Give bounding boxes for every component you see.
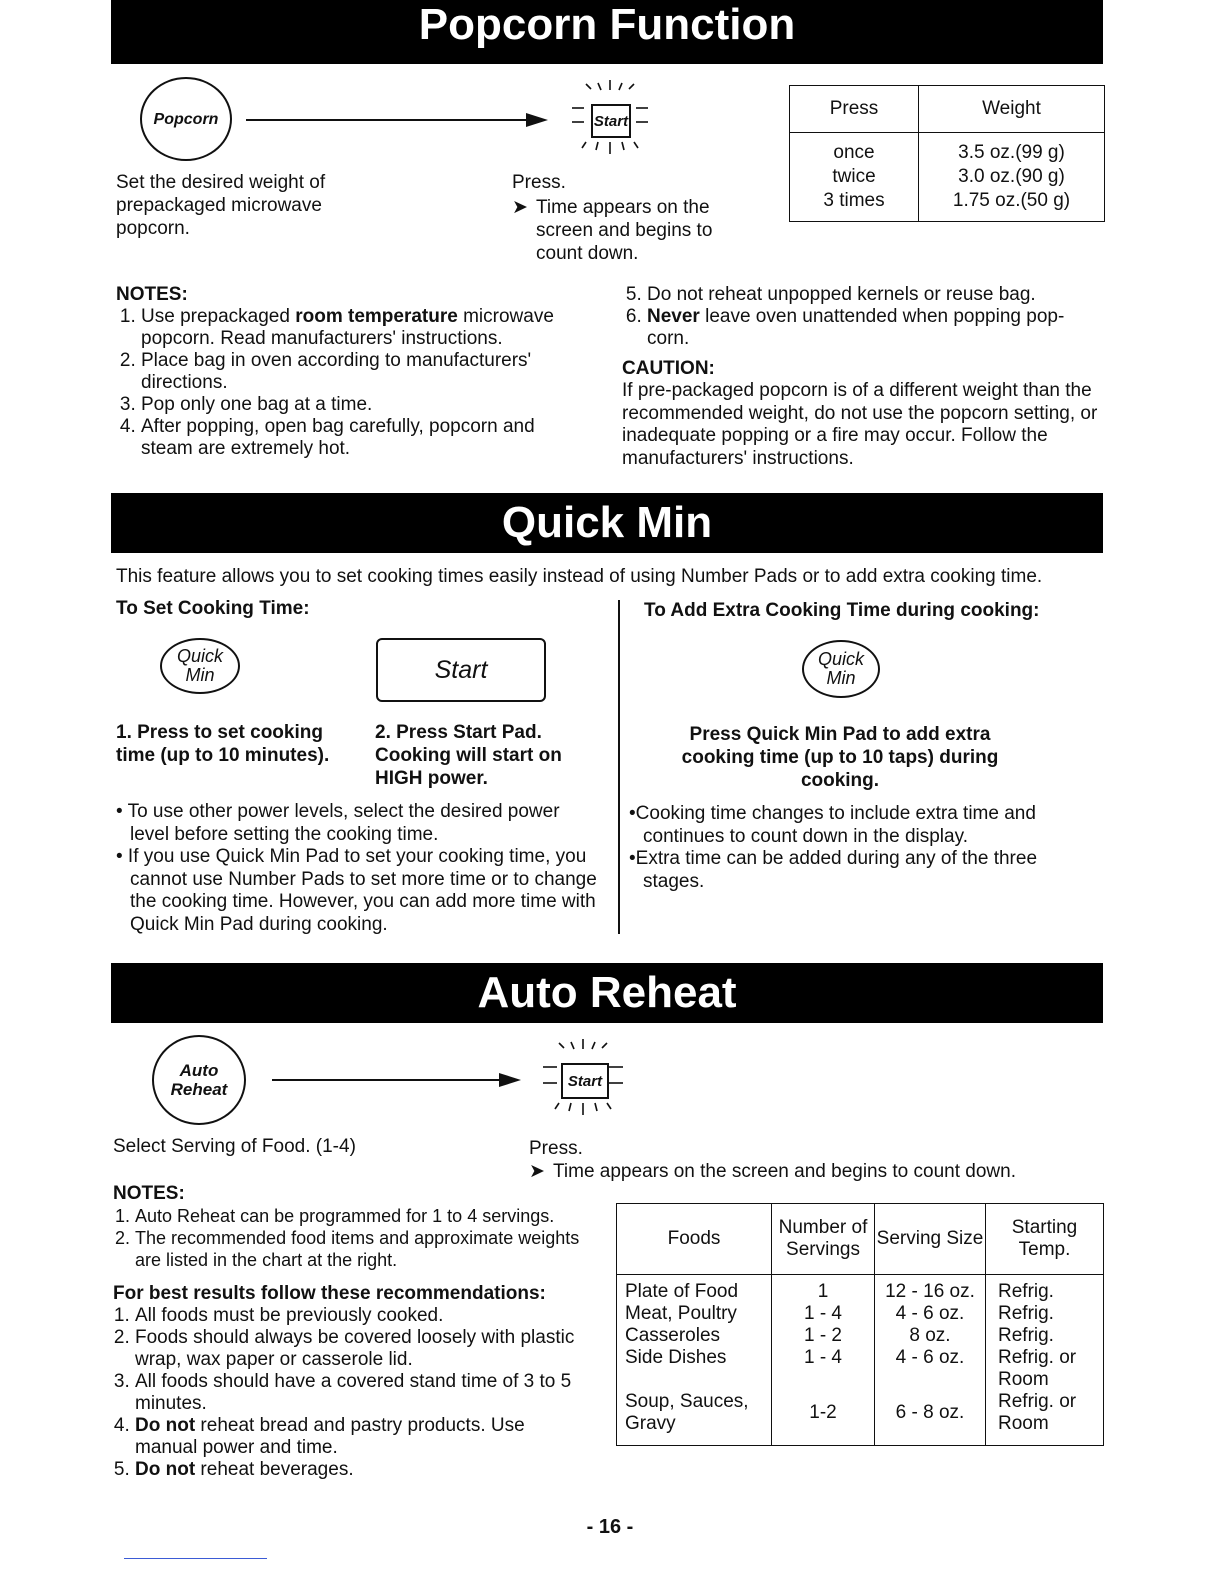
list-item: 1. All foods must be previously cooked. <box>135 1305 583 1327</box>
list-item: 1. Use prepackaged room temperature microwave popcorn. Read manufacturers' instructions. <box>141 306 586 350</box>
quickmin-step1: 1. Press to set cooking time (up to 10 minutes). <box>116 722 330 766</box>
pad-label-line1: Auto <box>179 1061 219 1080</box>
table-cell: Plate of Food <box>625 1281 739 1302</box>
popcorn-section-title: Popcorn Function <box>111 0 1103 64</box>
set-time-heading: To Set Cooking Time: <box>116 598 310 619</box>
quickmin-step2: 2. Press Start Pad. Cooking will start on HIGH power. <box>375 722 562 789</box>
start-pad-label: Start <box>434 655 488 684</box>
list-item: 2. Foods should always be covered loosely with plastic wrap, wax paper or casserole lid. <box>135 1327 583 1371</box>
header-press: Press <box>790 86 919 133</box>
footer-rule <box>124 1558 267 1559</box>
quick-min-pad-icon <box>802 640 880 698</box>
auto-reheat-table <box>616 1203 1104 1446</box>
weight-column <box>919 133 1105 222</box>
table-cell: 1 - 2 <box>803 1325 843 1346</box>
caution-heading: CAUTION: <box>622 358 715 379</box>
size-column <box>875 1275 986 1446</box>
header-temp: Starting Temp. <box>986 1204 1104 1275</box>
autoreheat-notes-heading: NOTES: <box>113 1183 185 1204</box>
table-cell: Side Dishes <box>625 1347 727 1368</box>
table-cell: 4 - 6 oz. <box>895 1347 965 1368</box>
foods-column <box>617 1275 772 1446</box>
table-cell: 3.0 oz.(90 g) <box>958 166 1065 187</box>
auto-reheat-pad-icon <box>152 1035 246 1125</box>
autoreheat-notes <box>113 1205 583 1271</box>
best-results-list <box>113 1305 583 1481</box>
table-cell: 3 times <box>823 190 885 211</box>
table-cell: 8 oz. <box>909 1325 951 1346</box>
start-pad-label: Start <box>567 1072 603 1090</box>
start-pad-icon <box>561 1063 609 1099</box>
start-pad-large-icon <box>376 638 546 702</box>
table-body <box>617 1275 1104 1446</box>
table-cell: 1 <box>817 1281 829 1302</box>
list-item: 6. Never leave oven unattended when popping pop-corn. <box>647 306 1102 350</box>
pointer-icon: ➤ <box>512 197 528 218</box>
add-time-heading: To Add Extra Cooking Time during cooking: <box>644 600 1040 621</box>
table-cell: Casseroles <box>625 1325 721 1346</box>
table-cell: 6 - 8 oz. <box>895 1402 965 1423</box>
quickmin-intro: This feature allows you to set cooking times easily instead of using Number Pads or to add extra cooking time. <box>116 566 1043 587</box>
table-cell: Refrig. or Room <box>998 1391 1077 1434</box>
table-cell: Refrig. <box>998 1325 1054 1346</box>
quick-min-pad-icon <box>160 638 240 694</box>
table-cell: 3.5 oz.(99 g) <box>958 142 1065 163</box>
table-body <box>790 133 1105 222</box>
autoreheat-step1: Select Serving of Food. (1-4) <box>113 1136 356 1157</box>
quickmin-left-bullets <box>114 801 602 936</box>
table-cell: Refrig. <box>998 1303 1054 1324</box>
popcorn-pad-label: Popcorn <box>153 110 219 128</box>
table-cell: 1 - 4 <box>803 1303 843 1324</box>
table-cell: 12 - 16 oz. <box>885 1281 975 1302</box>
list-item: 1. Auto Reheat can be programmed for 1 to 4 servings. <box>135 1205 583 1227</box>
table-cell: Refrig. or Room <box>998 1347 1077 1390</box>
header-weight: Weight <box>919 86 1105 133</box>
header-foods: Foods <box>617 1204 772 1275</box>
pointer-icon: ➤ <box>529 1161 545 1182</box>
autoreheat-step2-press: Press. <box>529 1138 583 1159</box>
list-item: • If you use Quick Min Pad to set your cooking time, you cannot use Number Pads to set more time or to change the cooking time. However, you can add more time with Quick Min Pad during cooking. <box>116 846 597 935</box>
quickmin-add-step: Press Quick Min Pad to add extra cooking time (up to 10 taps) during cooking. <box>681 724 999 791</box>
list-item: 2. Place bag in oven according to manufacturers' directions. <box>141 350 586 394</box>
table-cell: 1-2 <box>809 1402 837 1423</box>
autoreheat-section-title: Auto Reheat <box>111 963 1103 1023</box>
popcorn-step2-result <box>512 196 756 265</box>
autoreheat-step2-result <box>529 1160 1113 1183</box>
arrow-line <box>246 119 531 121</box>
list-item: 4. After popping, open bag carefully, popcorn and steam are extremely hot. <box>141 416 586 460</box>
pad-label-line2: Reheat <box>170 1080 228 1099</box>
table-cell: 4 - 6 oz. <box>895 1303 965 1324</box>
arrow-icon <box>499 1073 521 1087</box>
pad-label-line1: Quick <box>176 646 223 666</box>
popcorn-notes-left <box>116 306 586 460</box>
autoreheat-step2-result-text: Time appears on the screen and begins to count down. <box>553 1161 1016 1182</box>
caution-text: If pre-packaged popcorn is of a different weight than the recommended weight, do not use the popcorn setting, or inadequate popping or a fire may occur. Follow the manufacturers' instructions. <box>622 380 1098 469</box>
list-item: 5. Do not reheat beverages. <box>135 1459 583 1481</box>
pad-label-line1: Quick <box>817 649 864 669</box>
list-item: 3. All foods should have a covered stand time of 3 to 5 minutes. <box>135 1371 583 1415</box>
page-number: - 16 - <box>586 1516 634 1538</box>
popcorn-notes-right <box>622 284 1102 350</box>
servings-column <box>772 1275 875 1446</box>
table-cell: 1 - 4 <box>803 1347 843 1368</box>
list-item: 4. Do not reheat bread and pastry products. Use manual power and time. <box>135 1415 583 1459</box>
column-divider <box>618 600 620 934</box>
popcorn-step2-press: Press. <box>512 172 566 193</box>
pad-label-line2: Min <box>185 665 215 685</box>
list-item: • To use other power levels, select the desired power level before setting the cooking time. <box>116 801 560 845</box>
arrow-line <box>272 1079 504 1081</box>
popcorn-notes-heading: NOTES: <box>116 284 188 305</box>
quickmin-section-title: Quick Min <box>111 493 1103 553</box>
list-item: 5. Do not reheat unpopped kernels or reuse bag. <box>647 284 1102 306</box>
table-cell: once <box>833 142 875 163</box>
best-results-heading: For best results follow these recommendations: <box>113 1283 546 1304</box>
pad-label-line2: Min <box>826 668 856 688</box>
list-item: 3. Pop only one bag at a time. <box>141 394 586 416</box>
arrow-icon <box>526 113 548 127</box>
header-servings: Number of Servings <box>772 1204 875 1275</box>
quickmin-right-bullets <box>627 803 1097 893</box>
table-cell: Refrig. <box>998 1281 1054 1302</box>
list-item: 2. The recommended food items and approximate weights are listed in the chart at the right. <box>135 1227 583 1271</box>
table-cell: twice <box>832 166 876 187</box>
table-cell: Soup, Sauces, Gravy <box>625 1391 749 1434</box>
table-header-row <box>790 86 1105 133</box>
press-column <box>790 133 919 222</box>
table-cell: Meat, Poultry <box>625 1303 737 1324</box>
table-header-row <box>617 1204 1104 1275</box>
header-size: Serving Size <box>875 1204 986 1275</box>
temp-column <box>986 1275 1104 1446</box>
popcorn-step1: Set the desired weight of prepackaged microwave popcorn. <box>116 172 326 239</box>
popcorn-weight-table <box>789 85 1105 222</box>
start-pad-icon <box>591 104 631 138</box>
start-pad-label: Start <box>593 112 629 130</box>
list-item: •Cooking time changes to include extra time and continues to count down in the display. <box>629 803 1036 847</box>
popcorn-step2-result-text: Time appears on the screen and begins to count down. <box>536 197 713 264</box>
list-item: •Extra time can be added during any of the three stages. <box>629 848 1038 892</box>
popcorn-pad-icon <box>140 77 232 161</box>
table-cell: 1.75 oz.(50 g) <box>952 190 1071 211</box>
